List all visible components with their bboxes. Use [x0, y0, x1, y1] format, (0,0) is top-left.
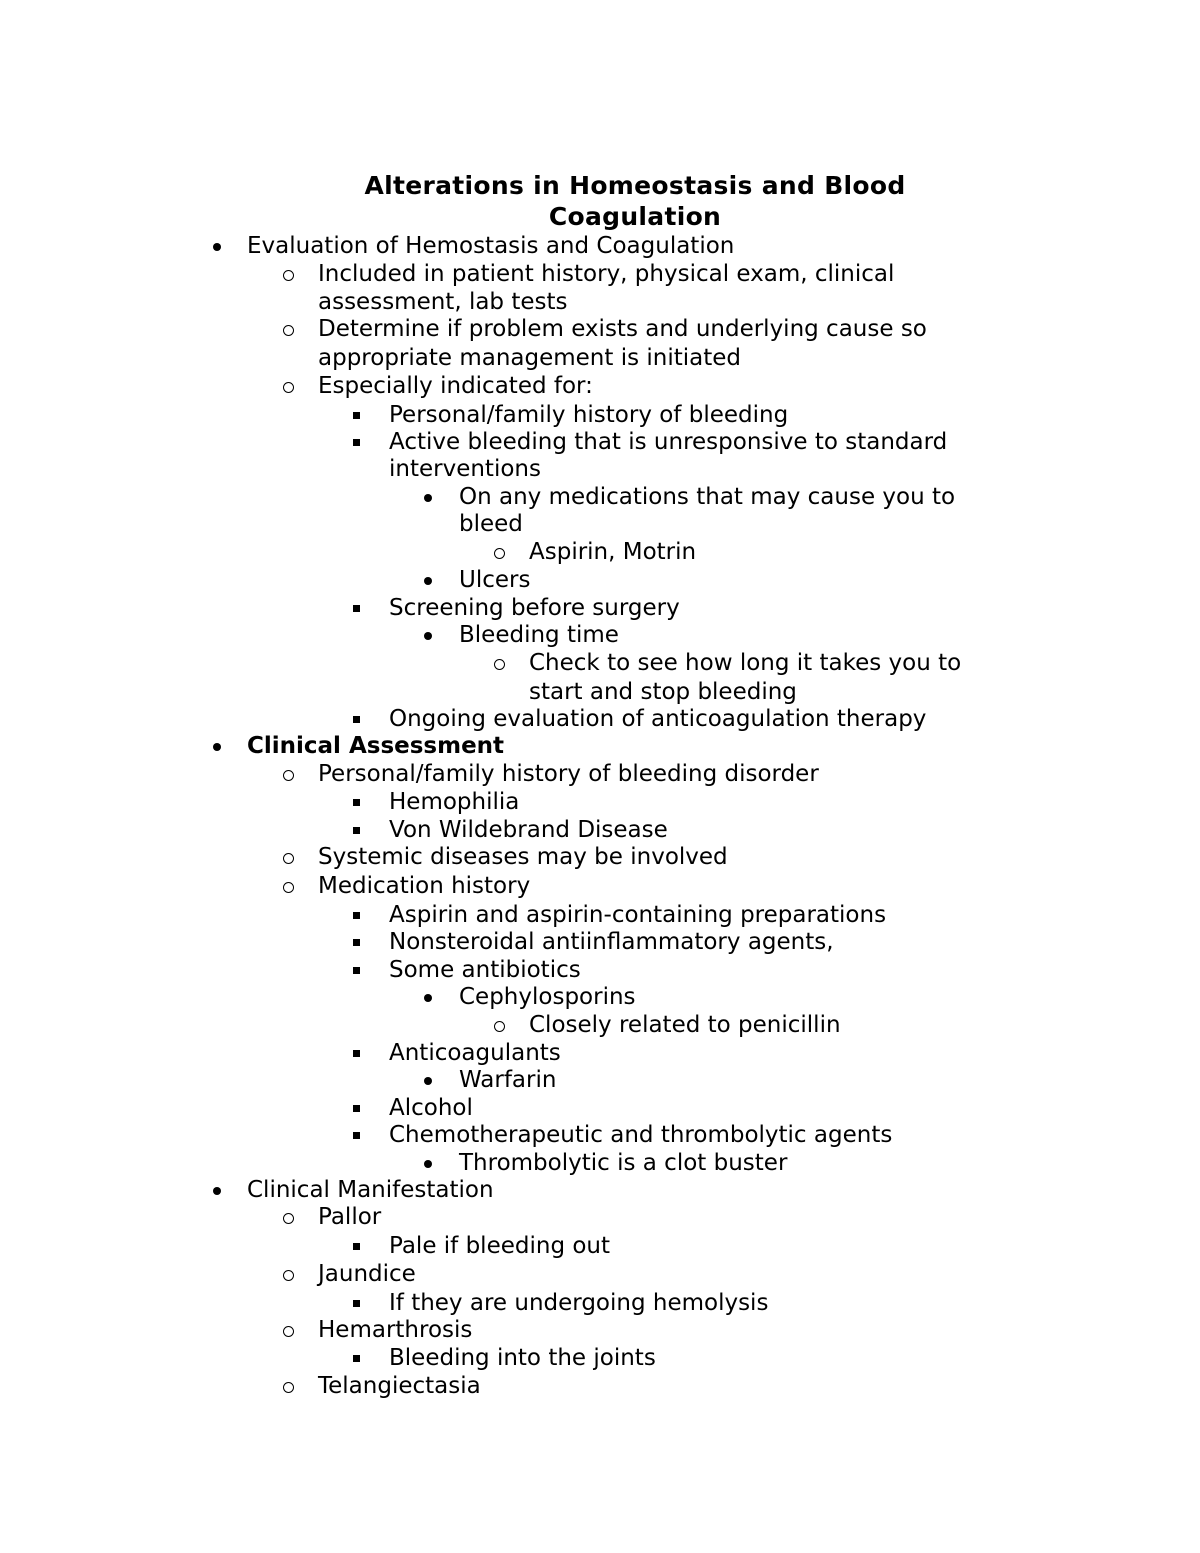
bullet-circle-icon: [283, 1213, 294, 1224]
list-item-text: Check to see how long it takes you to: [529, 650, 962, 676]
bullet-dot-icon: [213, 243, 221, 251]
list-item-text: Telangiectasia: [318, 1373, 481, 1399]
list-item-text: Pale if bleeding out: [389, 1233, 611, 1259]
list-item-text: Especially indicated for:: [318, 373, 593, 399]
bullet-circle-icon: [283, 770, 294, 781]
bullet-dot-icon: [213, 1187, 221, 1195]
list-item-text: Von Wildebrand Disease: [389, 817, 668, 843]
bullet-circle-icon: [283, 1382, 294, 1393]
list-item-text: Anticoagulants: [389, 1040, 561, 1066]
list-item-text: Ongoing evaluation of anticoagulation therapy: [389, 706, 927, 732]
list-item-text: interventions: [389, 456, 541, 482]
bullet-square-icon: [353, 799, 360, 806]
bullet-square-icon: [353, 912, 360, 919]
list-item-text: Bleeding time: [459, 622, 619, 648]
list-item-text: Hemophilia: [389, 789, 520, 815]
list-item-text: Cephylosporins: [459, 984, 636, 1010]
list-item-text: Determine if problem exists and underlying cause so: [318, 316, 927, 342]
bullet-square-icon: [353, 1243, 360, 1250]
list-item-text: Personal/family history of bleeding: [389, 402, 789, 428]
bullet-square-icon: [353, 827, 360, 834]
list-item-text: Some antibiotics: [389, 957, 581, 983]
bullet-dot-icon: [424, 1077, 432, 1085]
list-item-text: bleed: [459, 511, 523, 537]
bullet-circle-icon: [283, 382, 294, 393]
bullet-square-icon: [353, 1300, 360, 1307]
list-item-text: Personal/family history of bleeding disorder: [318, 761, 819, 787]
bullet-circle-icon: [283, 270, 294, 281]
list-item-text: Alcohol: [389, 1095, 473, 1121]
list-item-text: Closely related to penicillin: [529, 1012, 841, 1038]
bullet-square-icon: [353, 439, 360, 446]
list-item-text: assessment, lab tests: [318, 289, 568, 315]
bullet-circle-icon: [283, 325, 294, 336]
bullet-square-icon: [353, 1355, 360, 1362]
bullet-square-icon: [353, 967, 360, 974]
list-item-text: Nonsteroidal antiinflammatory agents,: [389, 929, 834, 955]
list-item-text: Warfarin: [459, 1067, 557, 1093]
bullet-circle-icon: [283, 853, 294, 864]
list-item-text: Chemotherapeutic and thrombolytic agents: [389, 1122, 893, 1148]
list-item-text: Medication history: [318, 873, 531, 899]
bullet-circle-icon: [283, 882, 294, 893]
list-item-text: Thrombolytic is a clot buster: [459, 1150, 788, 1176]
bullet-square-icon: [353, 605, 360, 612]
list-item-text: Aspirin and aspirin-containing preparations: [389, 902, 887, 928]
list-item-text: Screening before surgery: [389, 595, 680, 621]
list-item-text: On any medications that may cause you to: [459, 484, 956, 510]
list-item-text: Ulcers: [459, 567, 531, 593]
bullet-circle-icon: [283, 1326, 294, 1337]
bullet-square-icon: [353, 412, 360, 419]
bullet-square-icon: [353, 1132, 360, 1139]
list-item-text: Systemic diseases may be involved: [318, 844, 728, 870]
list-item-text: start and stop bleeding: [529, 679, 797, 705]
list-item-text: Evaluation of Hemostasis and Coagulation: [247, 233, 735, 259]
section-heading: Clinical Assessment: [247, 733, 505, 759]
document-title: Alterations in Homeostasis and Blood Coagulation: [364, 171, 906, 231]
list-item-text: Bleeding into the joints: [389, 1345, 656, 1371]
bullet-dot-icon: [424, 994, 432, 1002]
list-item-text: Included in patient history, physical exam, clinical: [318, 261, 895, 287]
bullet-circle-icon: [494, 659, 505, 670]
list-item-text: Active bleeding that is unresponsive to standard: [389, 429, 948, 455]
bullet-square-icon: [353, 1050, 360, 1057]
bullet-dot-icon: [424, 632, 432, 640]
bullet-square-icon: [353, 1105, 360, 1112]
list-item-text: Hemarthrosis: [318, 1317, 473, 1343]
list-item-text: Aspirin, Motrin: [529, 539, 697, 565]
bullet-square-icon: [353, 939, 360, 946]
bullet-dot-icon: [213, 743, 221, 751]
bullet-dot-icon: [424, 1160, 432, 1168]
bullet-circle-icon: [494, 548, 505, 559]
list-item-text: appropriate management is initiated: [318, 345, 742, 371]
list-item-text: Jaundice: [318, 1261, 416, 1287]
list-item-text: Clinical Manifestation: [247, 1177, 494, 1203]
bullet-square-icon: [353, 716, 360, 723]
bullet-dot-icon: [424, 577, 432, 585]
bullet-circle-icon: [494, 1021, 505, 1032]
list-item-text: Pallor: [318, 1204, 382, 1230]
list-item-text: If they are undergoing hemolysis: [389, 1290, 769, 1316]
bullet-circle-icon: [283, 1270, 294, 1281]
bullet-dot-icon: [424, 494, 432, 502]
